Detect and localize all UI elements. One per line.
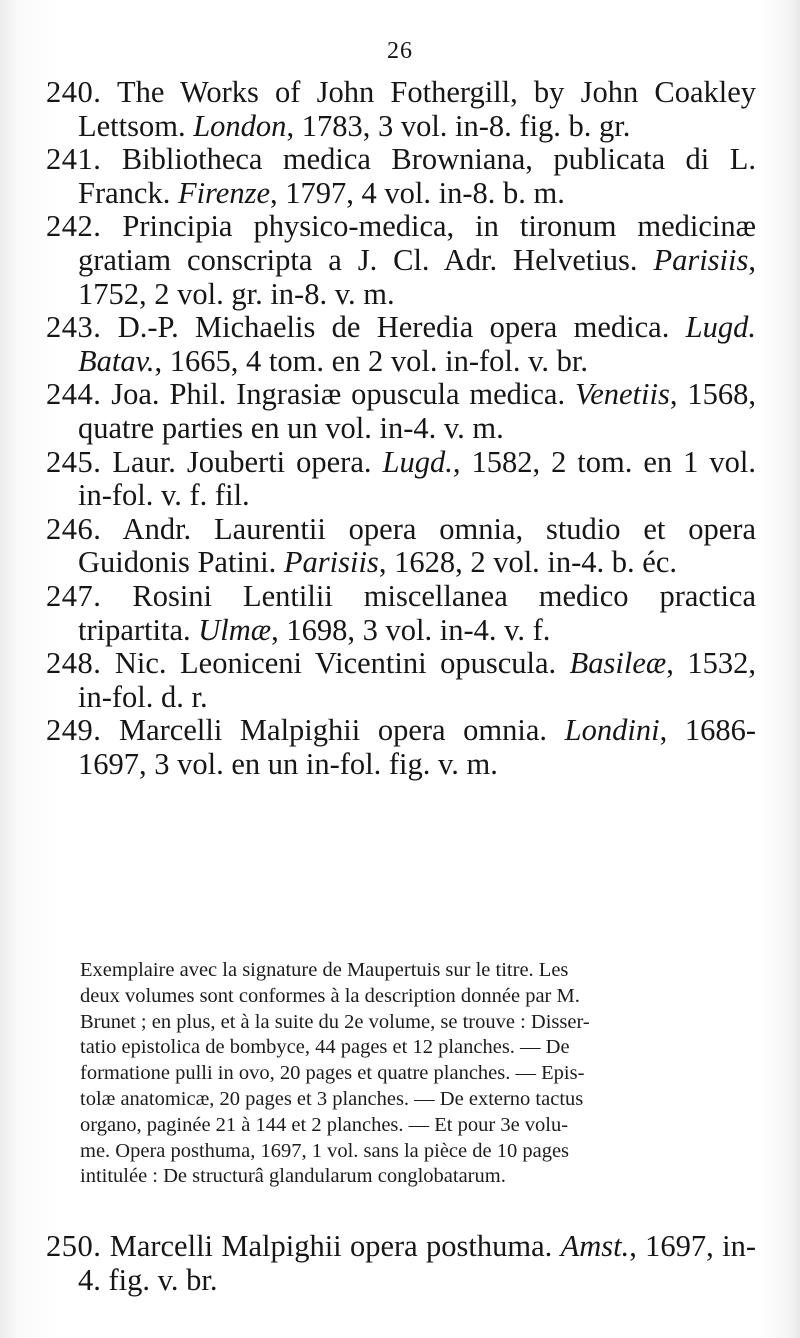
catalogue-entries [46, 76, 756, 781]
catalogue-entry: 245. Laur. Jouberti opera. Lugd., 1582, 2 tom. en 1 vol. in-fol. v. f. fil. [46, 444, 756, 513]
note-line: tatio epistolica de bombyce, 44 pages et 12 planches. — De [80, 1036, 570, 1059]
note-line: tolæ anatomicæ, 20 pages et 3 planches. — De externo tactus [80, 1087, 584, 1110]
final-entry-block [46, 1230, 756, 1297]
note-line: intitulée : De structurâ glandularum conglobatarum. [80, 1165, 506, 1188]
catalogue-entry: 242. Principia physico-medica, in tironum medicinæ gratiam conscripta a J. Cl. Adr. Helvetius. Parisiis, 1752, 2 vol. gr. in-8. v. m. [46, 209, 756, 311]
note-line: Exemplaire avec la signature de Maupertuis sur le titre. Les [80, 959, 569, 981]
catalogue-entry: 247. Rosini Lentilii miscellanea medico practica tripartita. Ulmæ, 1698, 3 vol. in-4. v. f. [46, 578, 756, 647]
catalogue-entry: 250. Marcelli Malpighii opera posthuma. Amst., 1697, in-4. fig. v. br. [46, 1229, 756, 1297]
catalogue-entry: 249. Marcelli Malpighii opera omnia. Londini, 1686-1697, 3 vol. en un in-fol. fig. v. m. [46, 713, 756, 781]
catalogue-entry: 246. Andr. Laurentii opera omnia, studio et opera Guidonis Patini. Parisiis, 1628, 2 vol. in-4. b. éc. [46, 511, 756, 580]
note-line: me. Opera posthuma, 1697, 1 vol. sans la pièce de 10 pages [80, 1139, 570, 1162]
note-line: Brunet ; en plus, et à la suite du 2e volume, se trouve : Disser- [80, 1010, 590, 1033]
copy-note [58, 958, 758, 1190]
page-number: 26 [387, 38, 413, 64]
catalogue-entry: 248. Nic. Leoniceni Vicentini opuscula. Basileæ, 1532, in-fol. d. r. [46, 646, 757, 714]
catalogue-entry: 244. Joa. Phil. Ingrasiæ opuscula medica. Venetiis, 1568, quatre parties en un vol. in-4. v. m. [46, 377, 756, 445]
catalogue-entry: 243. D.-P. Michaelis de Heredia opera medica. Lugd. Batav., 1665, 4 tom. en 2 vol. in-fol. v. br. [46, 310, 756, 378]
note-line: formatione pulli in ovo, 20 pages et quatre planches. — Epis- [80, 1062, 585, 1085]
note-line: deux volumes sont conformes à la description donnée par M. [80, 984, 580, 1007]
catalogue-entry: 241. Bibliotheca medica Browniana, publicata di L. Franck. Firenze, 1797, 4 vol. in-8. b. m. [46, 142, 756, 210]
catalogue-entry: 240. The Works of John Fothergill, by John Coakley Lettsom. London, 1783, 3 vol. in-8. fig. b. gr. [46, 75, 756, 143]
note-line: organo, paginée 21 à 144 et 2 planches. — Et pour 3e volu- [80, 1113, 569, 1136]
